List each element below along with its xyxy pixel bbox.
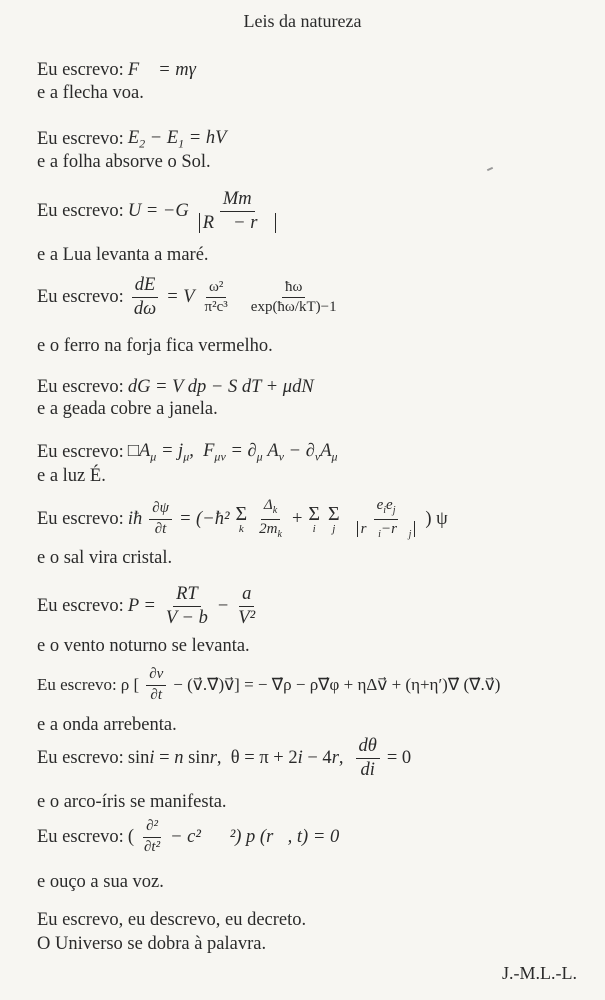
stanza-5-result: e a geada cobre a janela. <box>37 399 218 419</box>
stanza-11-equation: Eu escrevo: ( $\frac{\text{∂²}}{\text{∂t²}}$ − c²∇⃗²) p (r⃗, t) = 0 <box>37 818 340 855</box>
stanza-3-result: e a Lua levanta a maré. <box>37 245 209 265</box>
prefix-label: Eu escrevo: <box>37 508 124 529</box>
equation-5: dG = V dp − S dT + μdN <box>127 377 314 397</box>
prefix-label: Eu escrevo: <box>37 60 124 80</box>
prefix-label: Eu escrevo: <box>37 129 124 150</box>
closing-line-2: O Universo se dobra à palavra. <box>37 934 267 954</box>
paper-mark <box>487 167 493 171</box>
stanza-8-equation: Eu escrevo: P = $\frac{RT}{V - b}$ − $\frac{a}{\text{V²}}$ <box>37 584 256 629</box>
prefix-label: Eu escrevo: <box>37 377 124 397</box>
stanza-3-equation <box>37 190 282 234</box>
stanza-2-equation <box>37 128 226 152</box>
prefix-label: Eu escrevo: <box>37 596 124 617</box>
stanza-6-equation <box>37 441 338 465</box>
equation-2: $E_2 - E_1$ = hV <box>127 128 227 151</box>
stanza-2-result: e a folha absorve o Sol. <box>37 152 211 172</box>
prefix-label: Eu escrevo: <box>37 287 124 308</box>
prefix-label: Eu escrevo: <box>37 442 124 463</box>
stanza-7-result: e o sal vira cristal. <box>37 548 173 568</box>
stanza-9-equation: Eu escrevo: ρ [ $\frac{\partial v}{\partial t}$ − (v⃗.∇⃗)v⃗] = − ∇⃗ρ − ρ∇⃗φ + ηΔv⃗ + (η+η′)∇⃗ (∇⃗.v⃗) <box>37 666 501 703</box>
stanza-5-equation <box>37 377 314 398</box>
fraction: $\frac{Mm}{R⃗ - r⃗}$ <box>196 190 279 234</box>
stanza-9-result: e a onda arrebenta. <box>37 715 177 735</box>
stanza-10-equation: Eu escrevo: sini = n sinr, θ = π + 2i − 4r, $\frac{d\theta}{di}$ = 0 <box>37 736 412 781</box>
prefix-label: Eu escrevo: <box>37 748 124 769</box>
signature: J.-M.L.-L. <box>502 963 577 983</box>
stanza-4-equation: Eu escrevo: $\frac{dE}{d\omega}$ = V $\frac{\text{ω²}}{\text{π²c³}}$ $\frac{ħ\omega}{\exp(ħ\omega/kT)-1}$ <box>37 275 337 320</box>
stanza-1-result: e a flecha voa. <box>37 83 144 103</box>
stanza-10-result: e o arco-íris se manifesta. <box>37 792 227 812</box>
prefix-label: Eu escrevo: <box>37 675 117 695</box>
stanza-7-equation: Eu escrevo: iħ $\frac{\partial\psi}{\partial t}$ = (−ħ² Σ k $\frac{\Delta_k}{2m_k}$ + Σ i Σ j $\frac{e_ie_j}{r⃗_i-r⃗_j}$ ) ψ <box>37 497 448 540</box>
prefix-label: Eu escrevo: <box>37 201 124 222</box>
stanza-8-result: e o vento noturno se levanta. <box>37 636 250 656</box>
equation-1: F⃗ = mγ⃗ <box>127 60 211 80</box>
stanza-11-result: e ouço a sua voz. <box>37 872 164 892</box>
poem-title: Leis da natureza <box>243 11 362 31</box>
equation-3: U = −G <box>127 201 189 222</box>
stanza-6-result: e a luz É. <box>37 466 106 486</box>
stanza-1-equation <box>37 60 210 81</box>
stanza-4-result: e o ferro na forja fica vermelho. <box>37 336 273 356</box>
equation-6: $□A_\mu = j_\mu$, $F_{\mu\nu} = \partial_\mu$ $A_\nu - \partial_\nu A_\mu$ <box>127 441 338 464</box>
closing-line-1: Eu escrevo, eu descrevo, eu decreto. <box>37 910 307 930</box>
prefix-label: Eu escrevo: <box>37 826 124 847</box>
